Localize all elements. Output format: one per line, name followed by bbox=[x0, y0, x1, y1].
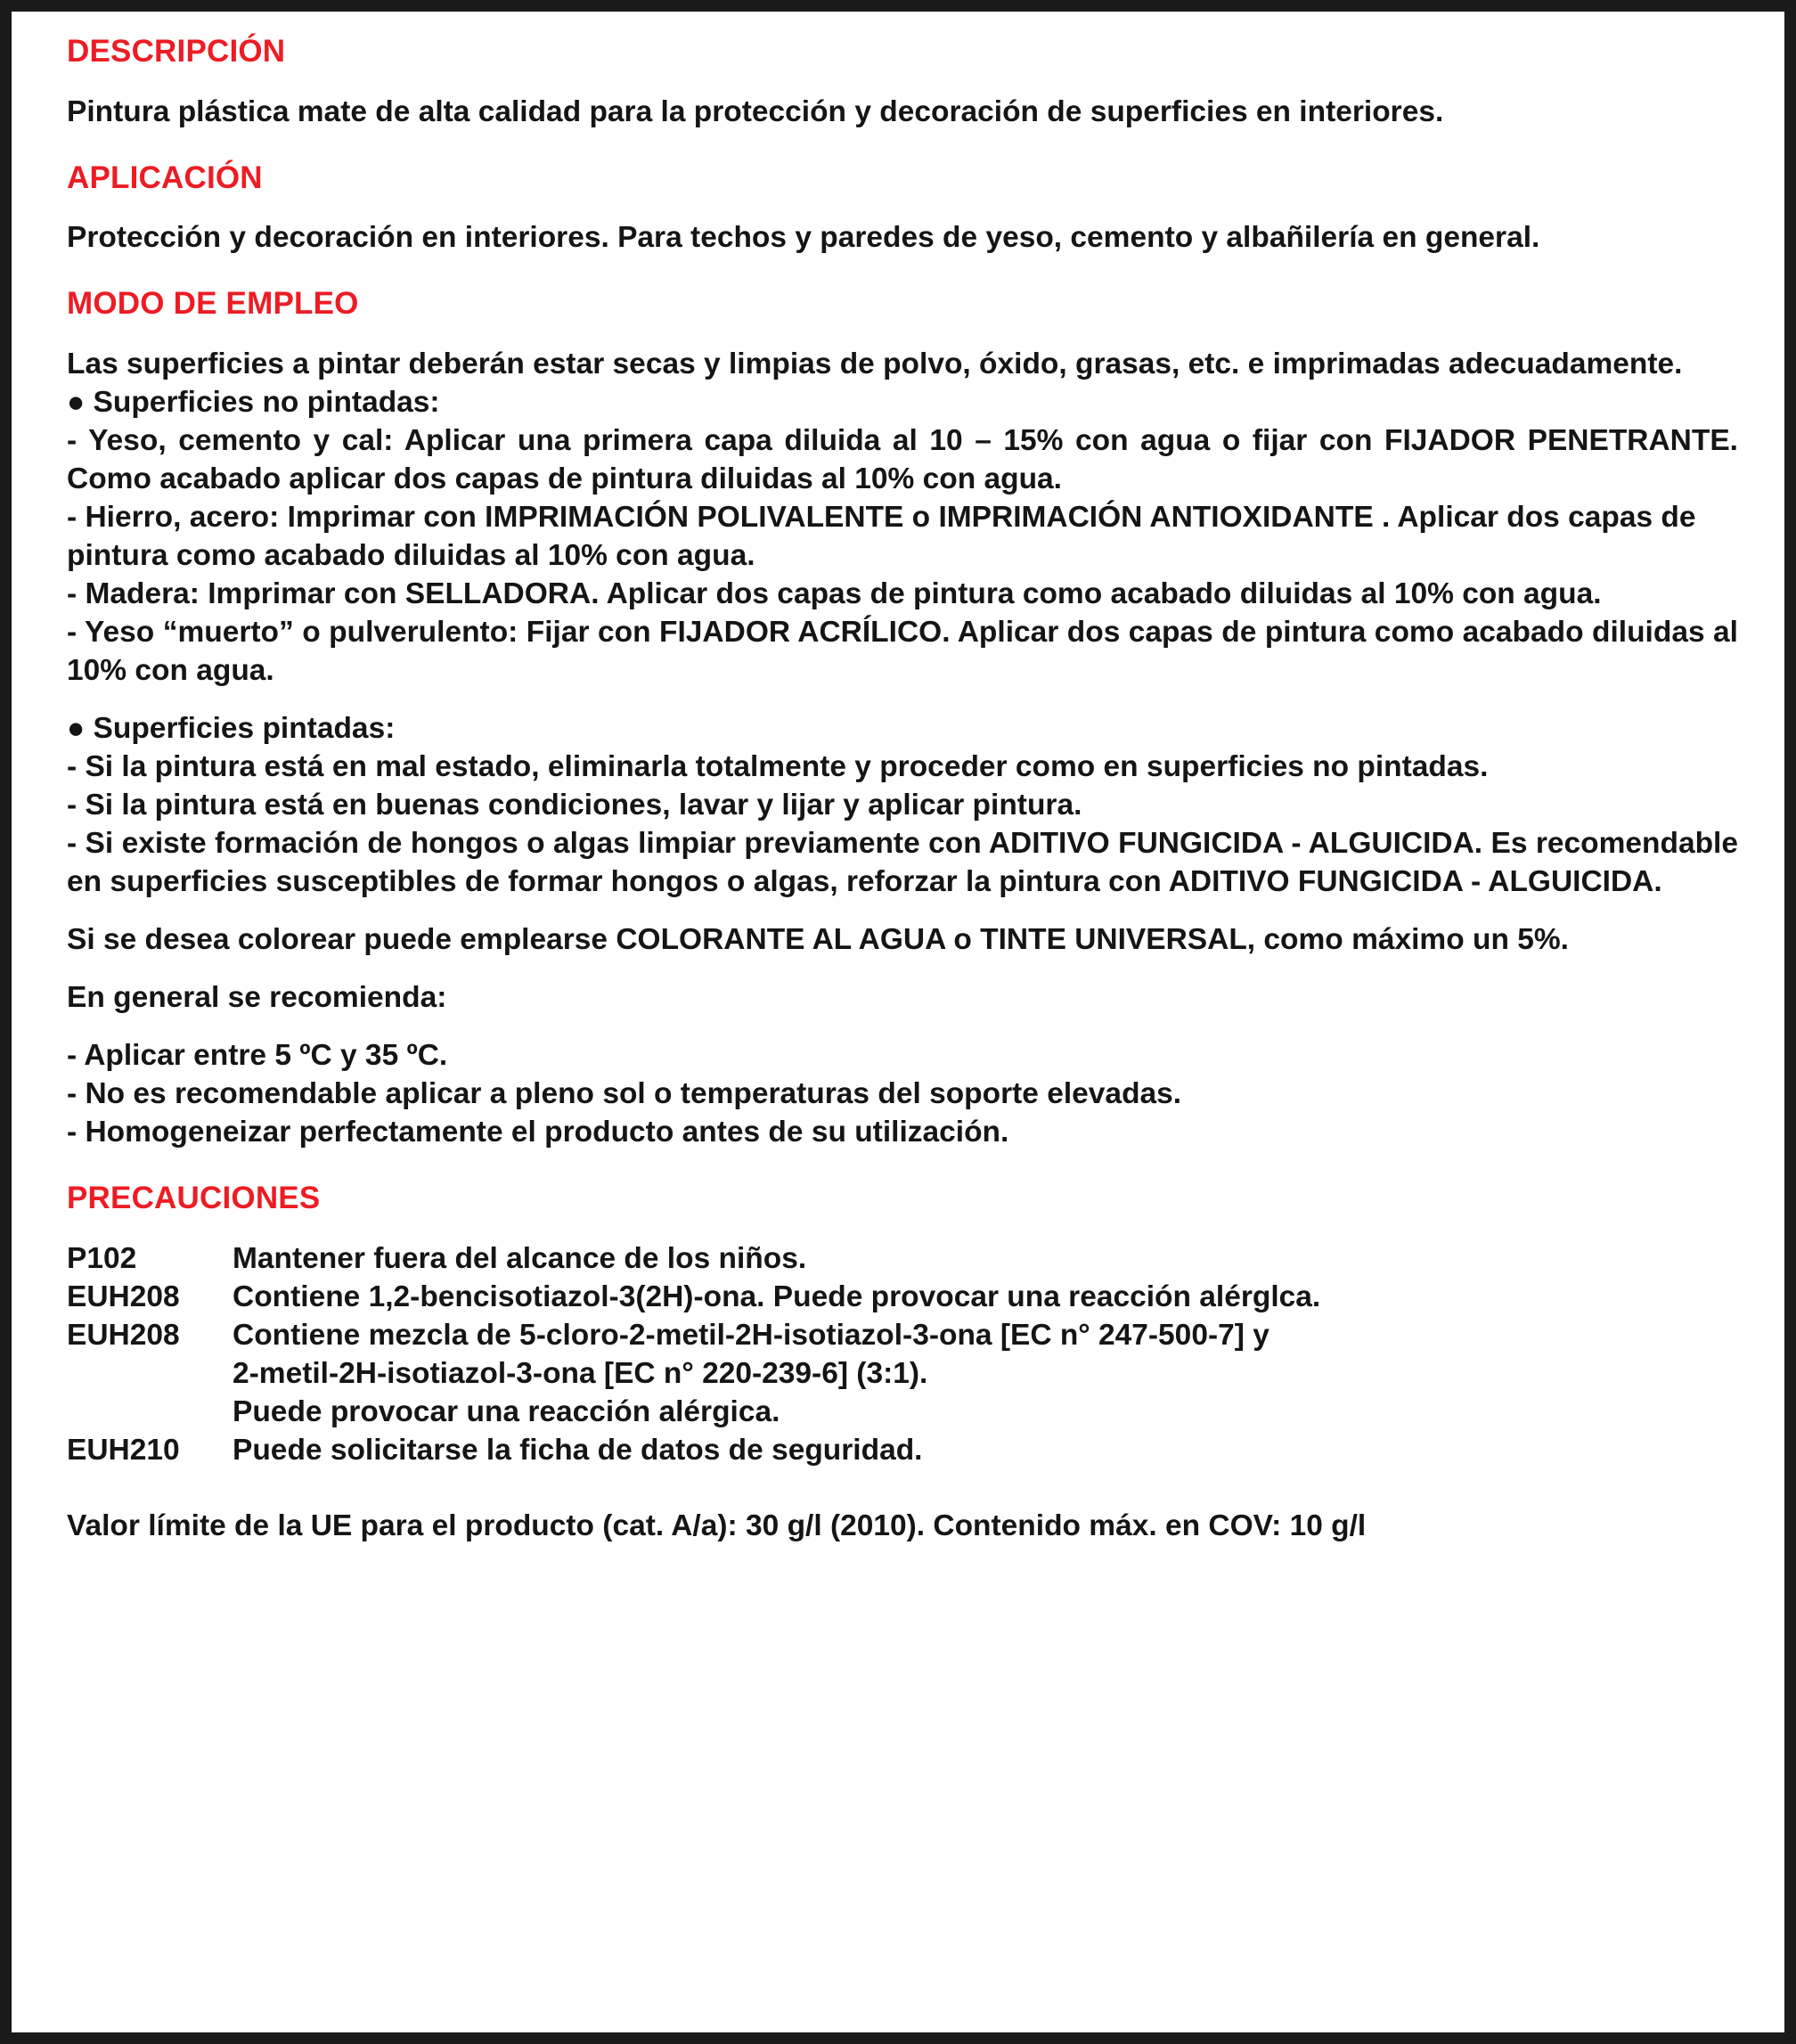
item-pintadas-hongos: - Si existe formación de hongos o algas limpiar previamente con ADITIVO FUNGICIDA - ALGUICIDA. Es recomendable en superficies susceptibles de formar hongos o algas, reforzar la pintura con ADITIVO FUNGICIDA - ALGUICIDA. bbox=[67, 827, 1738, 899]
item-no-pintadas-hierro: - Hierro, acero: Imprimar con IMPRIMACIÓN POLIVALENTE o IMPRIMACIÓN ANTIOXIDANTE . Aplicar dos capas de pintura como acabado diluidas al 10% con agua. bbox=[67, 500, 1696, 572]
spacer bbox=[67, 1151, 1738, 1181]
spacer bbox=[67, 69, 1738, 93]
spacer bbox=[67, 959, 1738, 978]
spacer bbox=[67, 257, 1738, 287]
spacer bbox=[67, 1216, 1738, 1239]
heading-aplicacion: APLICACIÓN bbox=[67, 159, 263, 195]
item-pintadas-mal-estado: - Si la pintura está en mal estado, eliminarla totalmente y proceder como en superficies no pintadas. bbox=[67, 750, 1489, 784]
section-aplicacion bbox=[67, 161, 1738, 258]
spacer bbox=[67, 322, 1738, 345]
colorante-note: Si se desea colorear puede emplearse COLORANTE AL AGUA o TINTE UNIVERSAL, como máximo un 5%. bbox=[67, 923, 1569, 957]
hazard-text-line: Contiene mezcla de 5-cloro-2-metil-2H-isotiazol-3-ona [EC n° 247-500-7] y bbox=[233, 1319, 1269, 1353]
section-modo-de-empleo bbox=[67, 287, 1738, 1151]
hazard-text-p102: Mantener fuera del alcance de los niños. bbox=[233, 1241, 807, 1275]
aplicacion-body: Protección y decoración en interiores. Para techos y paredes de yeso, cemento y albañilería en general. bbox=[67, 221, 1540, 255]
hazard-statements-table bbox=[67, 1239, 1738, 1469]
heading-modo-de-empleo: MODO DE EMPLEO bbox=[67, 286, 359, 322]
hazard-code-euh210: EUH210 bbox=[67, 1434, 180, 1468]
hazard-text-euh208-b bbox=[233, 1316, 1738, 1431]
hazard-text-line: 2-metil-2H-isotiazol-3-ona [EC n° 220-239-6] (3:1). bbox=[233, 1357, 928, 1391]
item-no-pintadas-yeso: - Yeso, cemento y cal: Aplicar una primera capa diluida al 10 – 15% con agua o fijar con FIJADOR PENETRANTE. Como acabado aplicar dos capas de pintura diluidas al 10% con agua. bbox=[67, 423, 1738, 495]
bullet-superficies-no-pintadas: ● Superficies no pintadas: bbox=[67, 385, 440, 419]
item-no-pintadas-madera: - Madera: Imprimar con SELLADORA. Aplicar dos capas de pintura como acabado diluidas al 10% con agua. bbox=[67, 576, 1602, 610]
spacer bbox=[67, 1017, 1738, 1036]
descripcion-body: Pintura plástica mate de alta calidad para la protección y decoración de superficies en interiores. bbox=[67, 94, 1444, 128]
hazard-text-line: Puede provocar una reacción alérgica. bbox=[233, 1395, 780, 1429]
recomendacion-pleno-sol: - No es recomendable aplicar a pleno sol o temperaturas del soporte elevadas. bbox=[67, 1077, 1182, 1111]
heading-precauciones: PRECAUCIONES bbox=[67, 1181, 321, 1216]
hazard-text-euh208-a: Contiene 1,2-bencisotiazol-3(2H)-ona. Puede provocar una reacción alérglca. bbox=[233, 1280, 1321, 1314]
hazard-code-euh208-b: EUH208 bbox=[67, 1319, 180, 1353]
section-descripcion bbox=[67, 35, 1738, 131]
bullet-superficies-pintadas: ● Superficies pintadas: bbox=[67, 712, 396, 746]
recomendaciones-intro: En general se recomienda: bbox=[67, 981, 447, 1015]
recomendacion-homogeneizar: - Homogeneizar perfectamente el producto antes de su utilización. bbox=[67, 1116, 1009, 1149]
spacer bbox=[67, 195, 1738, 218]
table-row bbox=[67, 1316, 1738, 1431]
table-row bbox=[67, 1431, 1738, 1469]
spacer bbox=[67, 690, 1738, 709]
section-precauciones bbox=[67, 1181, 1738, 1545]
item-no-pintadas-yeso-muerto: - Yeso “muerto” o pulverulento: Fijar con FIJADOR ACRÍLICO. Aplicar dos capas de pintura como acabado diluidas al 10% con agua. bbox=[67, 615, 1738, 687]
spacer bbox=[67, 1469, 1738, 1507]
item-pintadas-buenas-condiciones: - Si la pintura está en buenas condiciones, lavar y lijar y aplicar pintura. bbox=[67, 789, 1082, 822]
recomendacion-temperatura: - Aplicar entre 5 ºC y 35 ºC. bbox=[67, 1039, 448, 1073]
hazard-text-euh210: Puede solicitarse la ficha de datos de seguridad. bbox=[233, 1434, 923, 1468]
table-row bbox=[67, 1278, 1738, 1316]
hazard-code-p102: P102 bbox=[67, 1241, 137, 1275]
spacer bbox=[67, 901, 1738, 920]
table-row bbox=[67, 1239, 1738, 1278]
heading-descripcion: DESCRIPCIÓN bbox=[67, 34, 286, 69]
vo-limit-line: Valor límite de la UE para el producto (cat. A/a): 30 g/l (2010). Contenido máx. en COV: 10 g/l bbox=[67, 1509, 1367, 1543]
spacer bbox=[67, 131, 1738, 161]
modo-intro: Las superficies a pintar deberán estar secas y limpias de polvo, óxido, grasas, etc. e imprimadas adecuadamente. bbox=[67, 347, 1683, 380]
hazard-code-euh208-a: EUH208 bbox=[67, 1280, 180, 1314]
